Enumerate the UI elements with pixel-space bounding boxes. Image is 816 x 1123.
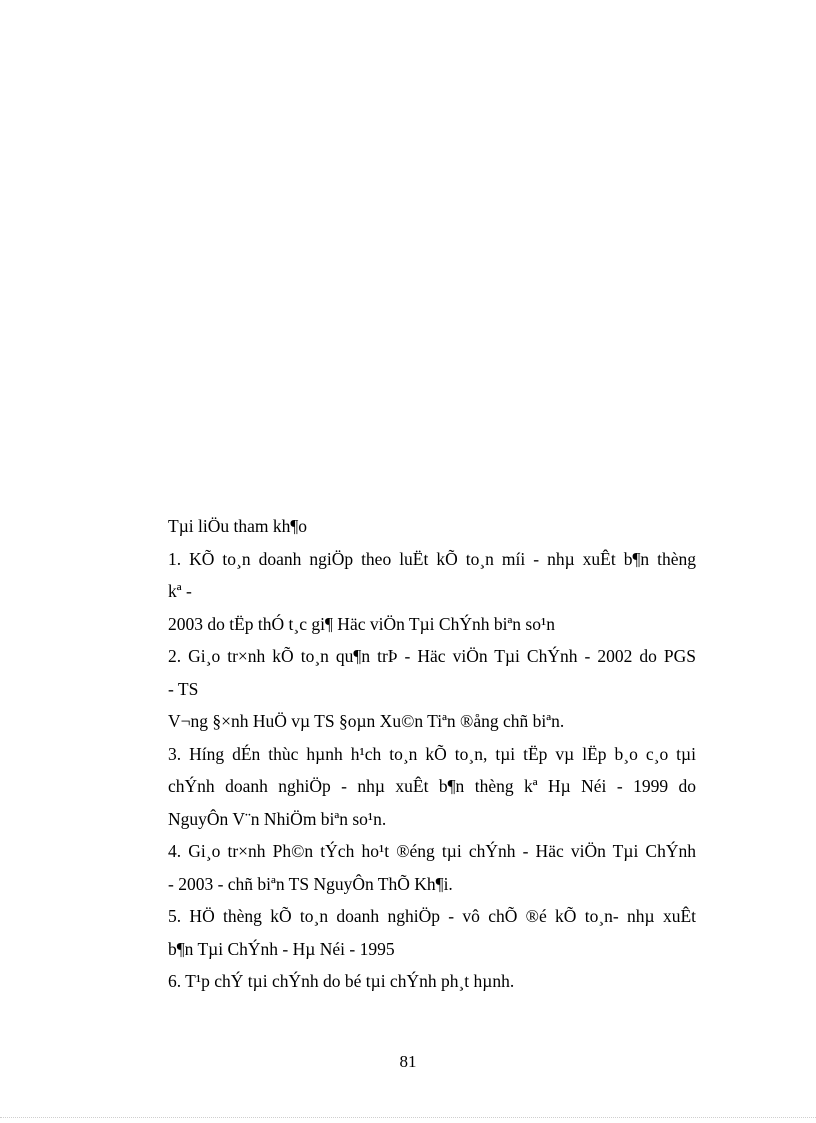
reference-item-4 — [168, 835, 696, 900]
reference-line: 5. HÖ thèng kÕ to¸n doanh nghiÖp - vô chÕ ®é kÕ to¸n- nhµ xuÊt — [168, 906, 696, 926]
reference-item-1 — [168, 543, 696, 641]
reference-item-3 — [168, 738, 696, 836]
page-number: 81 — [399, 1052, 417, 1071]
reference-line: - 2003 - chñ biªn TS NguyÔn ThÕ Kh¶i. — [168, 873, 453, 894]
reference-item-5 — [168, 900, 696, 965]
reference-line: 2003 do tËp thÓ t¸c gi¶ Häc viÖn Tµi ChÝnh biªn so¹n — [168, 613, 555, 634]
references-section — [168, 510, 696, 998]
reference-item-6 — [168, 965, 696, 998]
reference-line: b¶n Tµi ChÝnh - Hµ Néi - 1995 — [168, 938, 395, 959]
references-heading: Tµi liÖu tham kh¶o — [168, 516, 308, 536]
reference-line: 3. Híng dÉn thùc hµnh h¹ch to¸n kÕ to¸n, tµi tËp vµ lËp b¸o c¸o tµi — [168, 743, 696, 764]
reference-item-2 — [168, 640, 696, 738]
reference-line: - TS — [168, 678, 199, 699]
reference-line: 2. Gi¸o tr×nh kÕ to¸n qu¶n trÞ - Häc viÖn Tµi ChÝnh - 2002 do PGS — [168, 646, 696, 666]
reference-line: kª - — [168, 581, 192, 601]
reference-line: 1. KÕ to¸n doanh ngiÖp theo luËt kÕ to¸n míi - nhµ xuÊt b¶n thèng — [168, 548, 696, 569]
reference-line: 6. T¹p chÝ tµi chÝnh do bé tµi chÝnh ph¸t hµnh. — [168, 971, 515, 991]
reference-line: chÝnh doanh nghiÖp - nhµ xuÊt b¶n thèng kª Hµ Néi - 1999 do — [168, 776, 696, 796]
reference-line: V¬ng §×nh HuÖ vµ TS §oµn Xu©n Tiªn ®ång chñ biªn. — [168, 711, 565, 731]
reference-line: NguyÔn V¨n NhiÖm biªn so¹n. — [168, 808, 387, 829]
reference-line: 4. Gi¸o tr×nh Ph©n tÝch ho¹t ®éng tµi chÝnh - Häc viÖn Tµi ChÝnh — [168, 841, 696, 861]
page-bottom-divider — [0, 1117, 816, 1118]
